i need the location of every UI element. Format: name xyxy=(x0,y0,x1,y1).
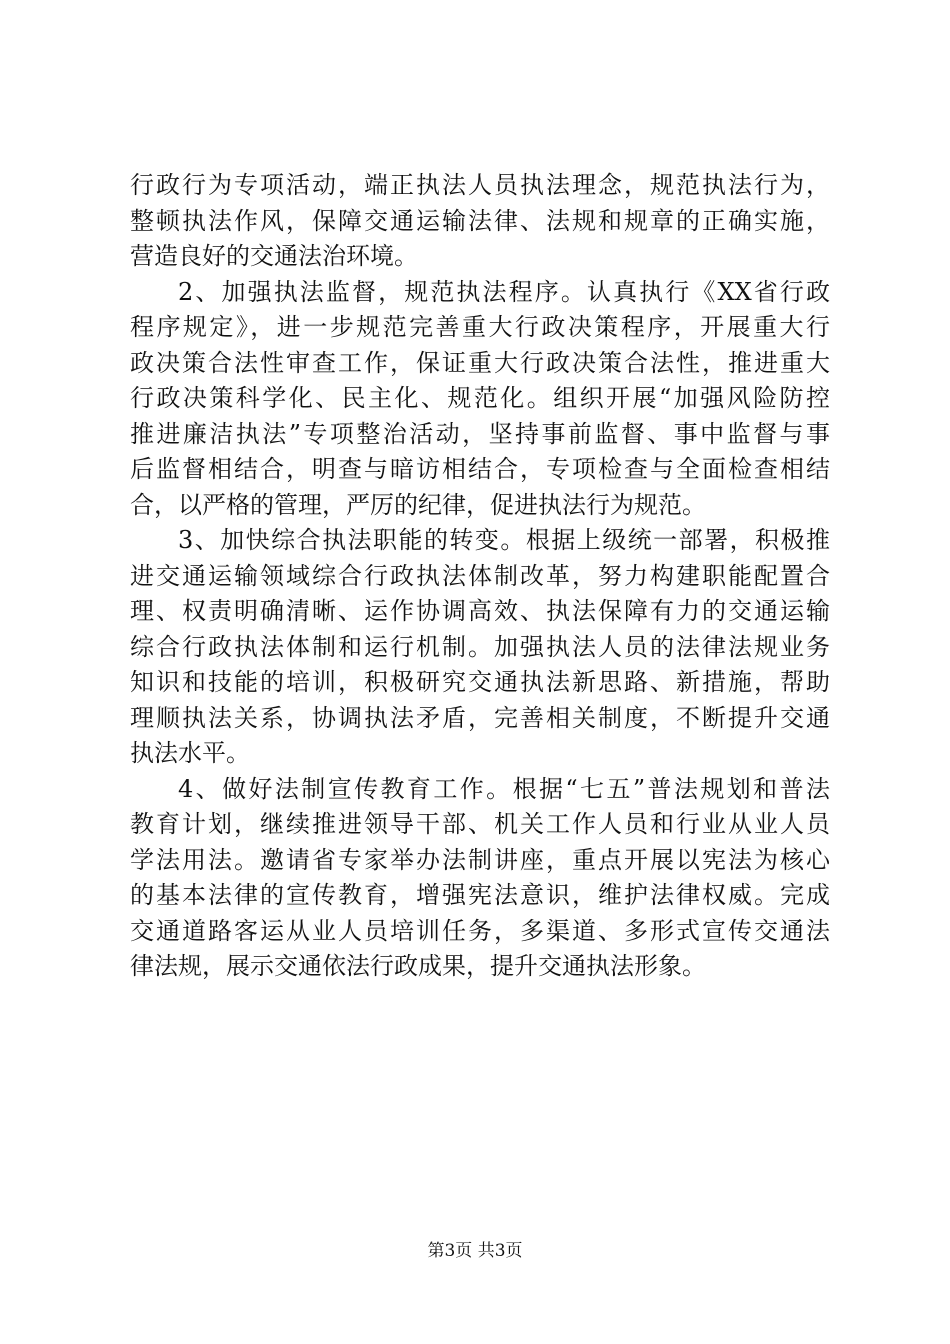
text-line: 教育计划，继续推进领导干部、机关工作人员和行业从业人员 xyxy=(130,810,830,838)
text-line: 合，以严格的管理，严厉的纪律，促进执法行为规范。 xyxy=(130,490,706,519)
text-line: 整顿执法作风，保障交通运输法律、法规和规章的正确实施， xyxy=(130,206,830,235)
paragraph-2-first-line: 2、加强执法监督，规范执法程序。认真执行《XX省行政 xyxy=(178,277,830,306)
text-line: 程序规定》，进一步规范完善重大行政决策程序，开展重大行 xyxy=(130,313,830,341)
text-line: 执法水平。 xyxy=(130,739,250,767)
text-line: 理顺执法关系，协调执法矛盾，完善相关制度，不断提升交通 xyxy=(130,703,830,732)
text-line: 理、权责明确清晰、运作协调高效、执法保障有力的交通运输 xyxy=(130,597,830,625)
text-line: 行政行为专项活动，端正执法人员执法理念，规范执法行为， xyxy=(130,171,830,199)
text-line: 综合行政执法体制和运行机制。加强执法人员的法律法规业务 xyxy=(130,632,830,661)
paragraph-3-first-line: 3、加快综合执法职能的转变。根据上级统一部署，积极推 xyxy=(178,526,830,554)
text-line: 进交通运输领域综合行政执法体制改革，努力构建职能配置合 xyxy=(130,561,830,590)
text-line: 政决策合法性审查工作，保证重大行政决策合法性，推进重大 xyxy=(130,348,830,377)
text-line: 行政决策科学化、民主化、规范化。组织开展“加强风险防控 xyxy=(130,384,830,412)
text-line: 律法规，展示交通依法行政成果，提升交通执法形象。 xyxy=(130,952,706,980)
text-line: 营造良好的交通法治环境。 xyxy=(130,242,418,270)
text-line: 学法用法。邀请省专家举办法制讲座，重点开展以宪法为核心 xyxy=(130,845,830,874)
page-footer: 第3页 共3页 xyxy=(427,1241,523,1261)
text-line: 知识和技能的培训，积极研究交通执法新思路、新措施，帮助 xyxy=(130,668,830,696)
text-line: 交通道路客运从业人员培训任务，多渠道、多形式宣传交通法 xyxy=(130,916,830,945)
text-line: 的基本法律的宣传教育，增强宪法意识，维护法律权威。完成 xyxy=(130,881,830,909)
text-line: 推进廉洁执法”专项整治活动，坚持事前监督、事中监督与事 xyxy=(130,419,830,448)
text-line: 后监督相结合，明查与暗访相结合，专项检查与全面检查相结 xyxy=(130,455,830,483)
paragraph-4-first-line: 4、做好法制宣传教育工作。根据“七五”普法规划和普法 xyxy=(178,774,830,803)
document-body xyxy=(130,168,830,985)
